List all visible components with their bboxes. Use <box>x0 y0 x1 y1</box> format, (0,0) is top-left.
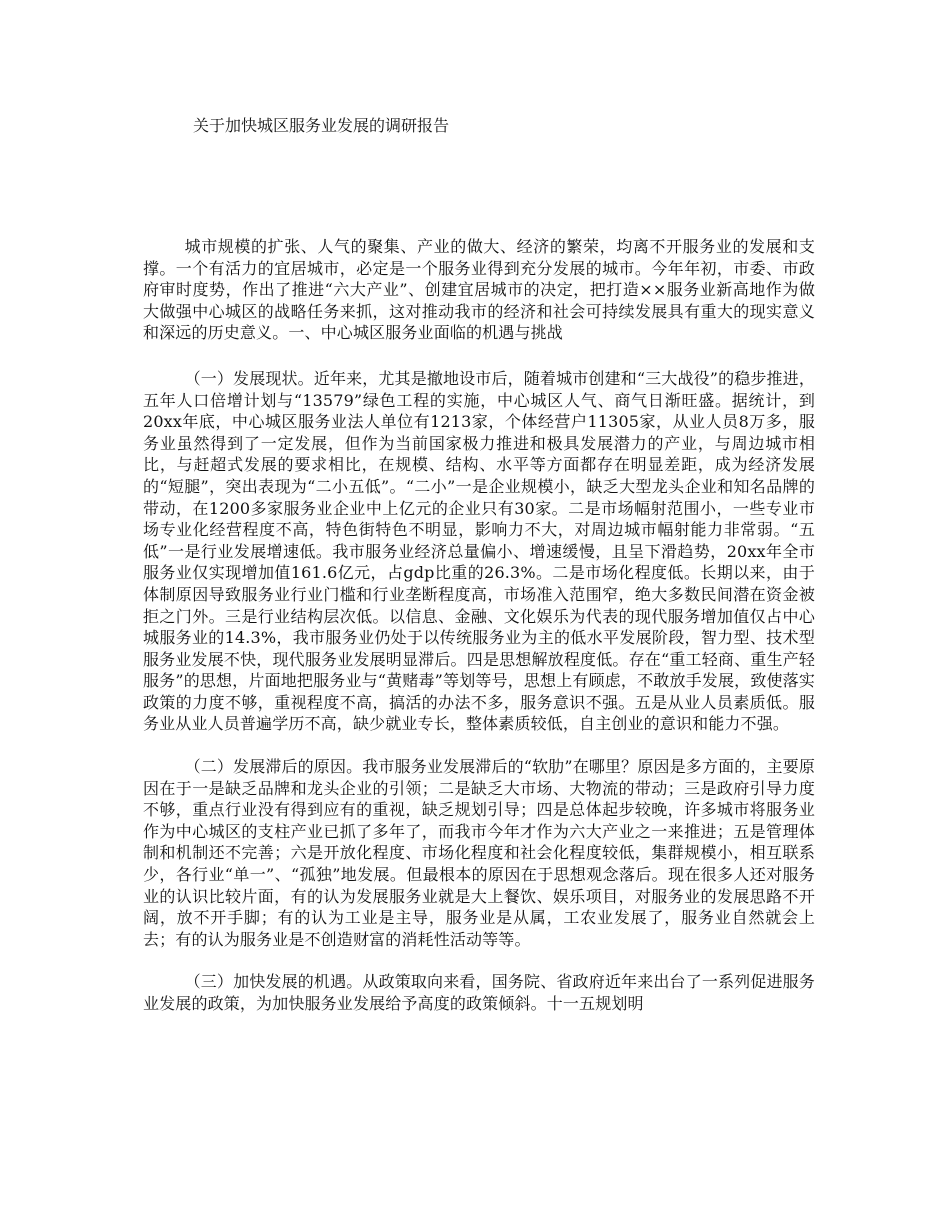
document-body <box>143 236 815 1036</box>
paragraph-opportunities: （三）加快发展的机遇。从政策取向来看，国务院、省政府近年来出台了一系列促进服务业发展的政策，为加快服务业发展给予高度的政策倾斜。十一五规划明 <box>143 972 815 1013</box>
paragraph-intro: 城市规模的扩张、人气的聚集、产业的做大、经济的繁荣，均离不开服务业的发展和支撑。一个有活力的宜居城市，必定是一个服务业得到充分发展的城市。今年年初，市委、市政府审时度势，作出了推进“六大产业”、创建宜居城市的决定，把打造××服务业新高地作为做大做强中心城区的战略任务来抓，这对推动我市的经济和社会可持续发展具有重大的现实意义和深远的历史意义。一、中心城区服务业面临的机遇与挑战 <box>143 237 815 343</box>
paragraph-current-status: （一）发展现状。近年来，尤其是撤地设市后，随着城市创建和“三大战役”的稳步推进，五年人口倍增计划与“13579”绿色工程的实施，中心城区人气、商气日渐旺盛。据统计，到20xx年底，中心城区服务业法人单位有1213家，个体经营户11305家，从业人员8万多，服务业虽然得到了一定发展，但作为当前国家极力推进和极具发展潜力的产业，与周边城市相比，与赶超式发展的要求相比，在规模、结构、水平等方面都存在明显差距，成为经济发展的“短腿”，突出表现为“二小五低”。“二小”一是企业规模小，缺乏大型龙头企业和知名品牌的带动，在1200多家服务业企业中上亿元的企业只有30家。二是市场幅射范围小，一些专业市场专业化经营程度不高，特色街特色不明显，影响力不大，对周边城市幅射能力非常弱。“五低”一是行业发展增速低。我市服务业经济总量偏小、增速缓慢，且呈下滑趋势，20xx年全市服务业仅实现增加值161.6亿元，占gdp比重的26.3%。二是市场化程度低。长期以来，由于体制原因导致服务业行业门槛和行业垄断程度高，市场准入范围窄，绝大多数民间潜在资金被拒之门外。三是行业结构层次低。以信息、金融、文化娱乐为代表的现代服务增加值仅占中心城服务业的14.3%，我市服务业仍处于以传统服务业为主的低水平发展阶段，智力型、技术型服务业发展不快，现代服务业发展明显滞后。四是思想解放程度低。存在“重工轻商、重生产轻服务”的思想，片面地把服务业与“黄赌毒”等划等号，思想上有顾虑，不敢放手发展，致使落实政策的力度不够，重视程度不高，搞活的办法不多，服务意识不强。五是从业人员素质低。服务业从业人员普遍学历不高，缺少就业专长，整体素质较低，自主创业的意识和能力不强。 <box>143 368 815 734</box>
paragraph-lagging-reasons: （二）发展滞后的原因。我市服务业发展滞后的“软肋”在哪里？原因是多方面的，主要原因在于一是缺乏品牌和龙头企业的引领；二是缺乏大市场、大物流的带动；三是政府引导力度不够，重点行业没有得到应有的重视，缺乏规划引导；四是总体起步较晚，许多城市将服务业作为中心城区的支柱产业已抓了多年了，而我市今年才作为六大产业之一来推进；五是管理体制和机制还不完善；六是开放化程度、市场化程度和社会化程度较低，集群规模小，相互联系少，各行业“单一”、“孤独”地发展。但最根本的原因在于思想观念落后。现在很多人还对服务业的认识比较片面，有的认为发展服务业就是大上餐饮、娱乐项目，对服务业的发展思路不开阔，放不开手脚；有的认为工业是主导，服务业是从属，工农业发展了，服务业自然就会上去；有的认为服务业是不创造财富的消耗性活动等等。 <box>143 757 815 949</box>
document-title: 关于加快城区服务业发展的调研报告 <box>193 116 450 135</box>
